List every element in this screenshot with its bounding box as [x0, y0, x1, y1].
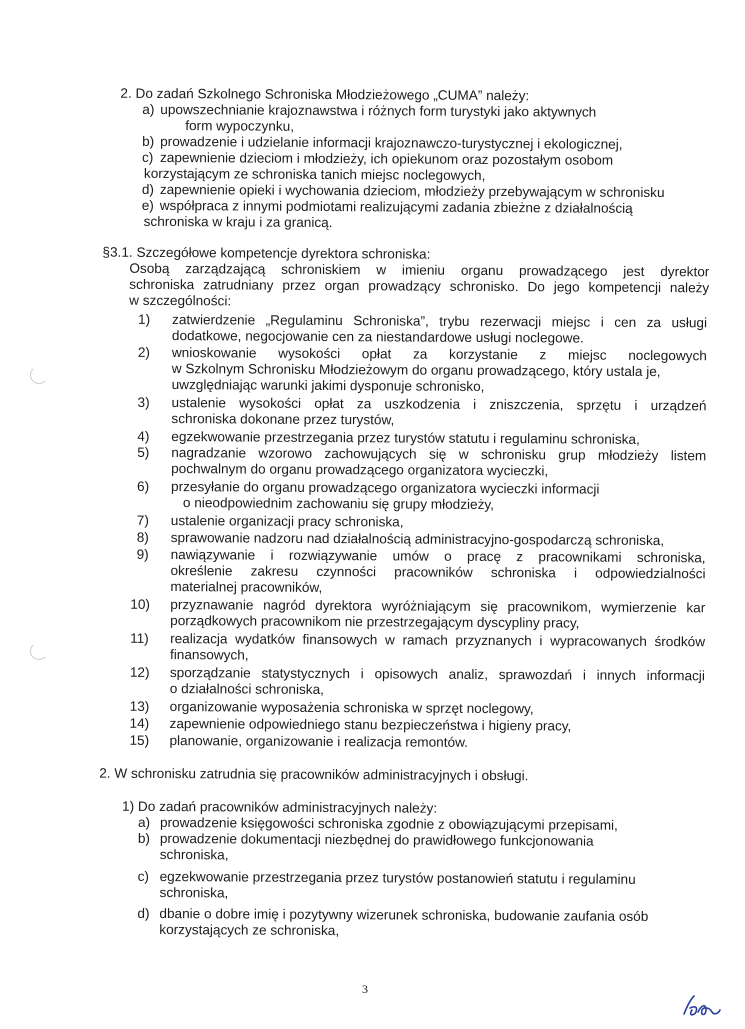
- list-item-text: sprawowanie nadzoru nad działalnością administracyjno-gospodarczą schroniska,: [170, 530, 665, 549]
- list-item-text: wnioskowanie wysokości opłat za korzystanie z miejsc noclegowych: [171, 345, 707, 364]
- list-item-text: korzystających ze schroniska,: [159, 921, 340, 939]
- section-2-heading: 2. Do zadań Szkolnego Schroniska Młodzieżowego „CUMA” należy:: [120, 85, 530, 104]
- list-item-text: egzekwowanie przestrzegania przez turystów statutu i regulaminu schroniska,: [171, 429, 640, 447]
- list-item-text: planowanie, organizowanie i realizacja remontów.: [169, 733, 469, 750]
- list-item-text: upowszechnianie krajoznawstwa i różnych form turystyki jako aktywnych: [160, 101, 597, 120]
- list-label: b): [142, 133, 155, 149]
- list-item-text: prowadzenie dokumentacji niezbędnej do prawidłowego funkcjonowania: [159, 830, 594, 849]
- intro-paragraph: schroniska zatrudniany przez organ prowadzący schronisko. Do jego kompetencji należy: [129, 276, 710, 296]
- list-item-text: uwzględniając warunki jakimi dysponuje schronisko,: [171, 377, 485, 394]
- list-number: 8): [136, 529, 149, 545]
- list-label: e): [141, 197, 154, 213]
- signature-initials: [676, 990, 726, 1020]
- section-3-1-heading: §3.1. Szczegółowe kompetencje dyrektora schroniska:: [102, 244, 431, 262]
- list-number: 10): [130, 596, 151, 612]
- list-item-text: współpraca z innymi podmiotami realizującymi zadania zbieżne z działalnością: [159, 197, 633, 216]
- punch-hole-mark: [30, 366, 48, 384]
- list-item-text: o działalności schroniska,: [169, 681, 324, 697]
- list-item-text: przesyłanie do organu prowadzącego organizatora wycieczki informacji: [170, 479, 600, 497]
- list-label: b): [137, 830, 151, 846]
- list-item-text: organizowanie wyposażenia schroniska w sprzęt noclegowy,: [169, 699, 534, 717]
- list-number: 5): [137, 444, 150, 460]
- list-item-text: zapewnienie odpowiedniego stanu bezpieczeństwa i higieny pracy,: [169, 716, 572, 734]
- list-item-text: materialnej pracowników,: [170, 579, 323, 595]
- list-number: 14): [129, 715, 150, 731]
- list-label: c): [141, 149, 154, 165]
- list-number: 11): [130, 630, 149, 646]
- list-item-text: w Szkolnym Schronisku Młodzieżowym do organu prowadzącego, który ustala je,: [171, 361, 661, 380]
- list-item-text: dbanie o dobre imię i pozytywny wizerunek schroniska, budowanie zaufania osób: [159, 905, 649, 924]
- list-item-text: zapewnienie opieki i wychowania dzieciom, młodzieży przebywającym w schronisku: [159, 181, 665, 201]
- subsection-heading: 1) Do zadań pracowników administracyjnych należy:: [122, 798, 438, 816]
- list-number: 9): [136, 546, 149, 562]
- list-item-text: egzekwowanie przestrzegania przez turystów postanowień statutu i regulaminu: [159, 868, 636, 887]
- list-number: 12): [129, 664, 150, 680]
- list-item-text: o nieodpowiednim zachowaniu się grupy młodzieży,: [182, 495, 495, 513]
- list-number: 6): [136, 478, 150, 494]
- list-item-text: pochwalnym do organu prowadzącego organizatora wycieczki,: [171, 461, 549, 479]
- list-item-text: realizacja wydatków finansowych w ramach przyznanych i wypracowanych środków: [170, 631, 706, 650]
- page-number: 3: [362, 982, 368, 996]
- list-item-text: dodatkowe, negocjowanie cen za niestandardowe usługi noclegowe.: [171, 328, 584, 346]
- list-item-text: zapewnienie dzieciom i młodzieży, ich opiekunom oraz pozostałym osobom: [159, 149, 614, 168]
- section-2b-heading: 2. W schronisku zatrudnia się pracowników administracyjnych i obsługi.: [99, 765, 529, 784]
- list-number: 3): [137, 394, 150, 410]
- intro-paragraph: w szczególności:: [129, 292, 232, 309]
- list-item-text: schroniska,: [159, 884, 229, 901]
- list-number: 13): [129, 698, 150, 714]
- list-number: 1): [138, 311, 151, 327]
- list-item-text: sporządzanie statystycznych i opisowych analiz, sprawozdań i innych informacji: [169, 665, 705, 684]
- list-item-text: prowadzenie księgowości schroniska zgodnie z obowiązującymi przepisami,: [159, 814, 618, 833]
- list-item-text: nawiązywanie i rozwiązywanie umów o pracę z pracownikami schroniska,: [170, 547, 706, 566]
- list-label: c): [137, 868, 150, 884]
- list-item-text: nagradzanie wzorowo zachowujących się w schronisku grup młodzieży listem: [171, 445, 707, 464]
- list-item-text: ustalenie organizacji pracy schroniska,: [170, 513, 404, 530]
- list-label: d): [137, 905, 150, 921]
- list-number: 7): [136, 512, 149, 528]
- list-item-text: porządkowych pracownikom nie przestrzegającym dyscypliny pracy,: [170, 613, 580, 631]
- list-number: 4): [137, 428, 150, 444]
- list-label: a): [142, 101, 155, 117]
- list-item-text: form wypoczynku,: [185, 118, 295, 134]
- list-label: a): [137, 814, 151, 830]
- list-number: 2): [137, 344, 150, 360]
- list-item-text: schroniska,: [159, 846, 229, 863]
- list-item-text: określenie zakresu czynności pracowników schroniska i odpowiedzialności: [170, 563, 706, 582]
- list-item-text: zatwierdzenie „Regulaminu Schroniska”, trybu rezerwacji miejsc i cen za usługi: [172, 312, 708, 331]
- list-item-text: schroniska dokonane przez turystów,: [171, 411, 395, 428]
- list-item-text: schroniska w kraju i za granicą.: [143, 213, 333, 231]
- list-label: d): [141, 181, 154, 197]
- list-item-text: korzystającym ze schroniska tanich miejsc noclegowych,: [143, 165, 486, 183]
- list-item-text: ustalenie wysokości opłat za uszkodzenia i zniszczenia, sprzętu i urządzeń: [171, 395, 707, 414]
- list-item-text: przyznawanie nagród dyrektora wyróżniającym się pracownikom, wymierzenie kar: [170, 597, 706, 616]
- punch-hole-mark: [30, 642, 48, 660]
- intro-paragraph: Osobą zarządzającą schroniskiem w imieniu organu prowadzącego jest dyrektor: [129, 260, 710, 280]
- list-item-text: finansowych,: [169, 647, 249, 663]
- list-item-text: prowadzenie i udzielanie informacji krajoznawczo-turystycznej i ekologicznej,: [160, 133, 623, 152]
- list-number: 15): [129, 732, 150, 748]
